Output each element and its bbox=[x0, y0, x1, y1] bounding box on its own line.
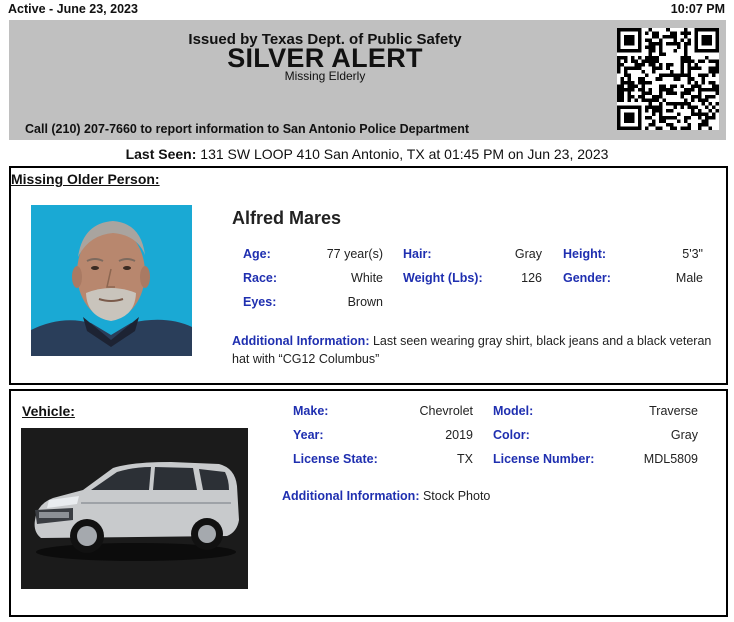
eyes-label: Eyes: bbox=[243, 295, 277, 309]
license-number-value: MDL5809 bbox=[643, 452, 698, 466]
weight-label: Weight (Lbs): bbox=[403, 271, 483, 285]
person-name: Alfred Mares bbox=[232, 208, 342, 228]
eyes-value: Brown bbox=[347, 295, 383, 309]
person-additional-text: Last seen wearing gray shirt, black jeans and a black veteran hat with “CG12 Columbus” bbox=[232, 334, 712, 366]
vehicle-photo-image bbox=[21, 428, 248, 589]
race-label: Race: bbox=[243, 271, 278, 285]
missing-person-panel bbox=[9, 166, 728, 385]
vehicle-section-title: Vehicle: bbox=[22, 403, 75, 419]
last-seen-label: Last Seen: bbox=[125, 146, 197, 162]
person-additional-info bbox=[232, 332, 712, 368]
height-value: 5'3" bbox=[682, 247, 703, 261]
issuer-text: Issued by Texas Dept. of Public Safety bbox=[188, 31, 462, 48]
year-value: 2019 bbox=[445, 428, 473, 442]
hair-value: Gray bbox=[514, 247, 542, 261]
weight-value: 126 bbox=[521, 271, 542, 285]
vehicle-additional-text: Stock Photo bbox=[422, 489, 491, 503]
make-value: Chevrolet bbox=[419, 404, 473, 418]
age-value: 77 year(s) bbox=[326, 247, 383, 261]
vehicle-additional-info bbox=[282, 487, 702, 505]
person-section-title: Missing Older Person: bbox=[11, 171, 160, 187]
color-label: Color: bbox=[493, 428, 530, 442]
vehicle-photo bbox=[21, 428, 248, 589]
color-value: Gray bbox=[670, 428, 698, 442]
person-additional-label: Additional Information: bbox=[232, 334, 370, 348]
person-photo bbox=[31, 205, 192, 356]
alert-header bbox=[9, 20, 726, 140]
alert-subtitle: Missing Elderly bbox=[284, 69, 366, 83]
model-value: Traverse bbox=[649, 404, 698, 418]
license-state-label: License State: bbox=[293, 452, 378, 466]
alert-time: 10:07 PM bbox=[670, 2, 725, 16]
person-photo-image bbox=[31, 205, 192, 356]
year-label: Year: bbox=[293, 428, 324, 442]
gender-label: Gender: bbox=[563, 271, 611, 285]
vehicle-additional-label: Additional Information: bbox=[282, 489, 420, 503]
race-value: White bbox=[351, 271, 383, 285]
alert-status-date: Active - June 23, 2023 bbox=[8, 2, 138, 16]
alert-title: SILVER ALERT bbox=[227, 43, 423, 73]
license-number-label: License Number: bbox=[493, 452, 595, 466]
vehicle-panel bbox=[9, 389, 728, 617]
model-label: Model: bbox=[493, 404, 534, 418]
last-seen-text: 131 SW LOOP 410 San Antonio, TX at 01:45 PM on Jun 23, 2023 bbox=[200, 146, 609, 162]
height-label: Height: bbox=[563, 247, 607, 261]
last-seen-line bbox=[0, 146, 734, 162]
gender-value: Male bbox=[675, 271, 703, 285]
hair-label: Hair: bbox=[403, 247, 432, 261]
call-instructions: Call (210) 207-7660 to report information to San Antonio Police Department bbox=[25, 122, 470, 136]
license-state-value: TX bbox=[457, 452, 473, 466]
qr-code-icon[interactable] bbox=[617, 28, 719, 130]
status-bar bbox=[0, 2, 734, 18]
age-label: Age: bbox=[243, 247, 271, 261]
make-label: Make: bbox=[293, 404, 329, 418]
